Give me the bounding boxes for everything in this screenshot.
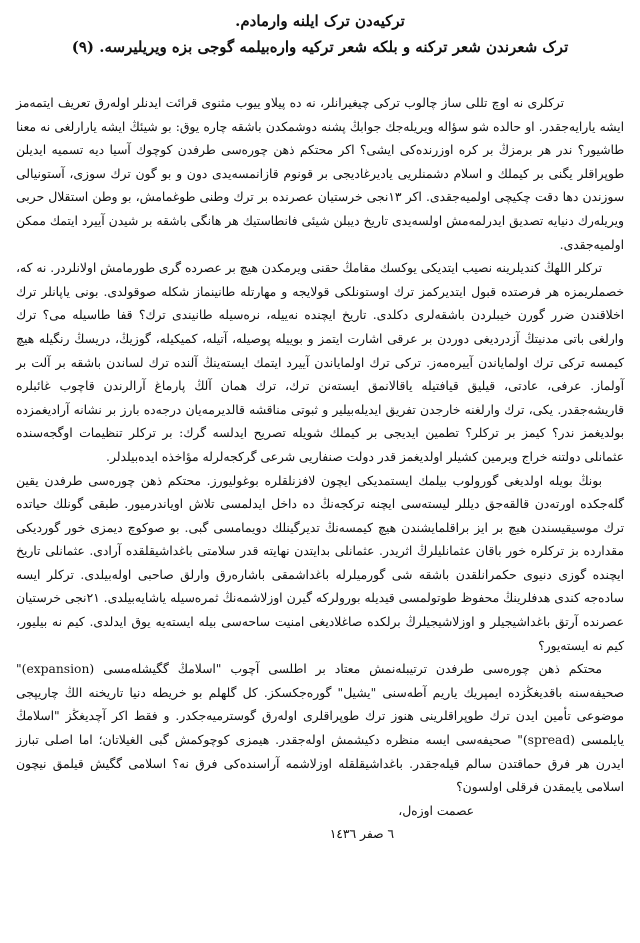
paragraph-1: ترکلری نه اوچ تللی ساز چالوب ترکی چیغیرانلر، نه ده پیلاو ییوب مثنوی قرائت ایدنلر اولەرق تعریف ایتمه‌مز ایشه یارایه‌جقدر. او حالده شو سؤاله ویریله‌جك جوابڭ پشنه دوشمکدن باشقه چاره یوق: بو شیئڭ ایشه یارارلغی نه معنا طاشیور؟ ندر هر برمزڭ بر کره اوزرنده‌کی ایشی؟ اکر محتکم ذهن چوره‌سی طرفدن کوچوك آسیا دیه تسمیه ایدیلن طوپراقلر یگنی بر کیملك و اسلام دشمنلریی یادیرغادیجی بر قونوم قازانمسه‌یدی دون و بو گون ترك سوزی، آستونیالی سوزندن دها دقت چکیچی اولمیه‌جقدی. اکر ۱۳نجی خرستیان عصرنده بر ترك وطنی طوغمامش، بو وطن استقلال حربی ویریله‌رك دنیایه تصدیق ایدرلمه‌مش اولسه‌یدی تاریخ دیبلن شیئی فانطاستیك هر هانگی باشقه بر شیدن آییرد ایتمك ممکن اولمیه‌جقدی. xyxy=(16,96,624,252)
paragraph-3: بونڭ بویله اولدیغی گورولوب بیلمك ایستمدیکی ایچون لافزنلقلره بوغولیورز. محتکم ذهن چوره‌سی طرفدن یقین گله‌جکده اورته‌دن قالقه‌جق دیللر لیسته‌سی ایچنه ترکجه‌نڭ ده داخل ایدلمسی تلاش اویاندرمیور. طبقی گونلك حیاتده ترك موسیقیسندن هیچ بر ایز براقلمایشندن هیچ کیمسه‌نڭ تدیرگینلك دویمامسی گبی. بو صوكوچ دیمزی خور گوردیکی مقدارده بز ترکلره خور باقان عثمانلیلرڭ اثریدر. عثمانلی بدایتدن نهایته قدر سلامتی باغداشیقلقده آرادی. عثمانلی تاریخ ایچنده گوزی دنیوی حکمرانلقدن باشقه شی گورمیلرله باغداشمقی باشاره‌رق وارلق صاحبی اوله‌بیلدی. ترکلر ایسه ساده‌جه کندی هدفلرینڭ محفوظ طوتولمسی قیدیله بورولرکه گیرن اوزلاشمه‌نڭ ثمره‌سیله یاشایه‌بیلدی. ۲۱نجی خرستیان عصرنده آرتق باغداشیجیلر و اوزلاشیجیلرڭ برلکده صاغلادیغی امنیت ساحه‌سی بیله ایسته‌یه یوق ایدلدی. کیم نه بیلیور، کیم نه ایسته‌یور؟ xyxy=(16,473,624,653)
paragraph-2: ترکلر اللهڭ کندیلرینه نصیب ایتدیکی یوکسك مقامڭ حقنی ویرمکدن هیچ بر عصرده گری طورمامش اولانلردر. نه که، خصملریمزه هر فرصتده قبول ایتدیرکمز ترك اوستونلکی قولایجه و مهارتله طانینماز شکله صوقولدی. بونی یاپانلر ترك اخلاقندن ضرر گورن خیبلردن باشقەلری دکلدی. تاریخ ایچنده نه‌ییله، نره‌سیله طانیندی ترك؟ قفا طاسیله می؟ ترك وارلغی باتی مدنیتڭ آزدردیغی دوردن بر عرقی اشارت ایتمز و بوییله پوصیله، آتیله، کمیکیله، گوزیڭ، دریسڭ رنگیله هیچ کیمسه ترکی ترك اولمایاندن آییره‌مەز. ترکی ترك اولمایاندن آییرد ایتمك ایسته‌ینڭ آلنده ترك لساندن باشقه بر آلت بر آولماز. عرفی، عادتی، قیلیق قیافتیله یاقالانمق ایسته‌نن ترك، ترك همان آلڭ پارماغ آرالرندن قاچوب غائبلره قاریشه‌جقدر. یکی، ترك وارلغنه خارجدن تفریق ایدیله‌بیلیر و ثبوتی مناقشه قالدیرمه‌یان درجه‌ده بارز بر نشانه آرادیغمزده بولدیغمز ندر؟ کیمز بر ترکلر؟ تطمین ایدیجی بر کیملك شویله تصریح ایدلسه گرك: بر ترکلر تنظیمات اوگجه‌سنده عثمانلی دولتنه خراج ویرمین کشیلر اولدیغمز قدر دولت صنفاریی شرعی گرکجه‌لرله مؤاخذه ایده‌بیلدلر. xyxy=(16,261,624,464)
document-body xyxy=(16,92,624,847)
author-signature: عصمت اوزەل، xyxy=(398,803,474,818)
document-title-line-2: ترک شعرندن شعر ترکنه و بلکه شعر ترکیه وارە‌بیلمه گوجی بزه ویریلیرسه. (۹) xyxy=(71,38,569,56)
document-header xyxy=(40,8,600,60)
signature-date: ٦ صفر ١٤٣٦ xyxy=(329,827,394,842)
paragraph-4: محتکم ذهن چوره‌سی طرفدن ترتیبله‌نمش معتاد بر اطلسی آچوب "اسلامڭ گگیشلەمسی (expansion)" صحیفه‌سنه باقدیغڭزده ایمپریك یاریم آطه‌سنی "یشیل" گوره‌جکسکز. کل گلهلم بو خریطه دنیا تاریخنه الڭ چاریپجی موضوعی تأمین ایدن ترك طوپراقلرینی هنوز ترك طوپراقلری اولەرق گوسترمیه‌جکدر. و فقط اکر آچدیغڭز "اسلامڭ یایلمسی (spread)" صحیفه‌سی ایسه منظره دکیشمش اوله‌جقدر. هیمزی کوچوکمش گبی الغیلاتان؛ اما اصلی تبارز ایدرن هر فرق حماقتدن سالم قیله‌جقدر. باغداشیقلقله اوزلاشمه آراسنده‌کی فرق نه؟ اسلامی گگیش قیلمق نیچون اسلامی یایمقدن فرقلی اولسون؟ xyxy=(16,662,624,795)
document-title-line-1: ترکیه‌دن ترک ایلنه وارمادم. xyxy=(235,12,405,30)
